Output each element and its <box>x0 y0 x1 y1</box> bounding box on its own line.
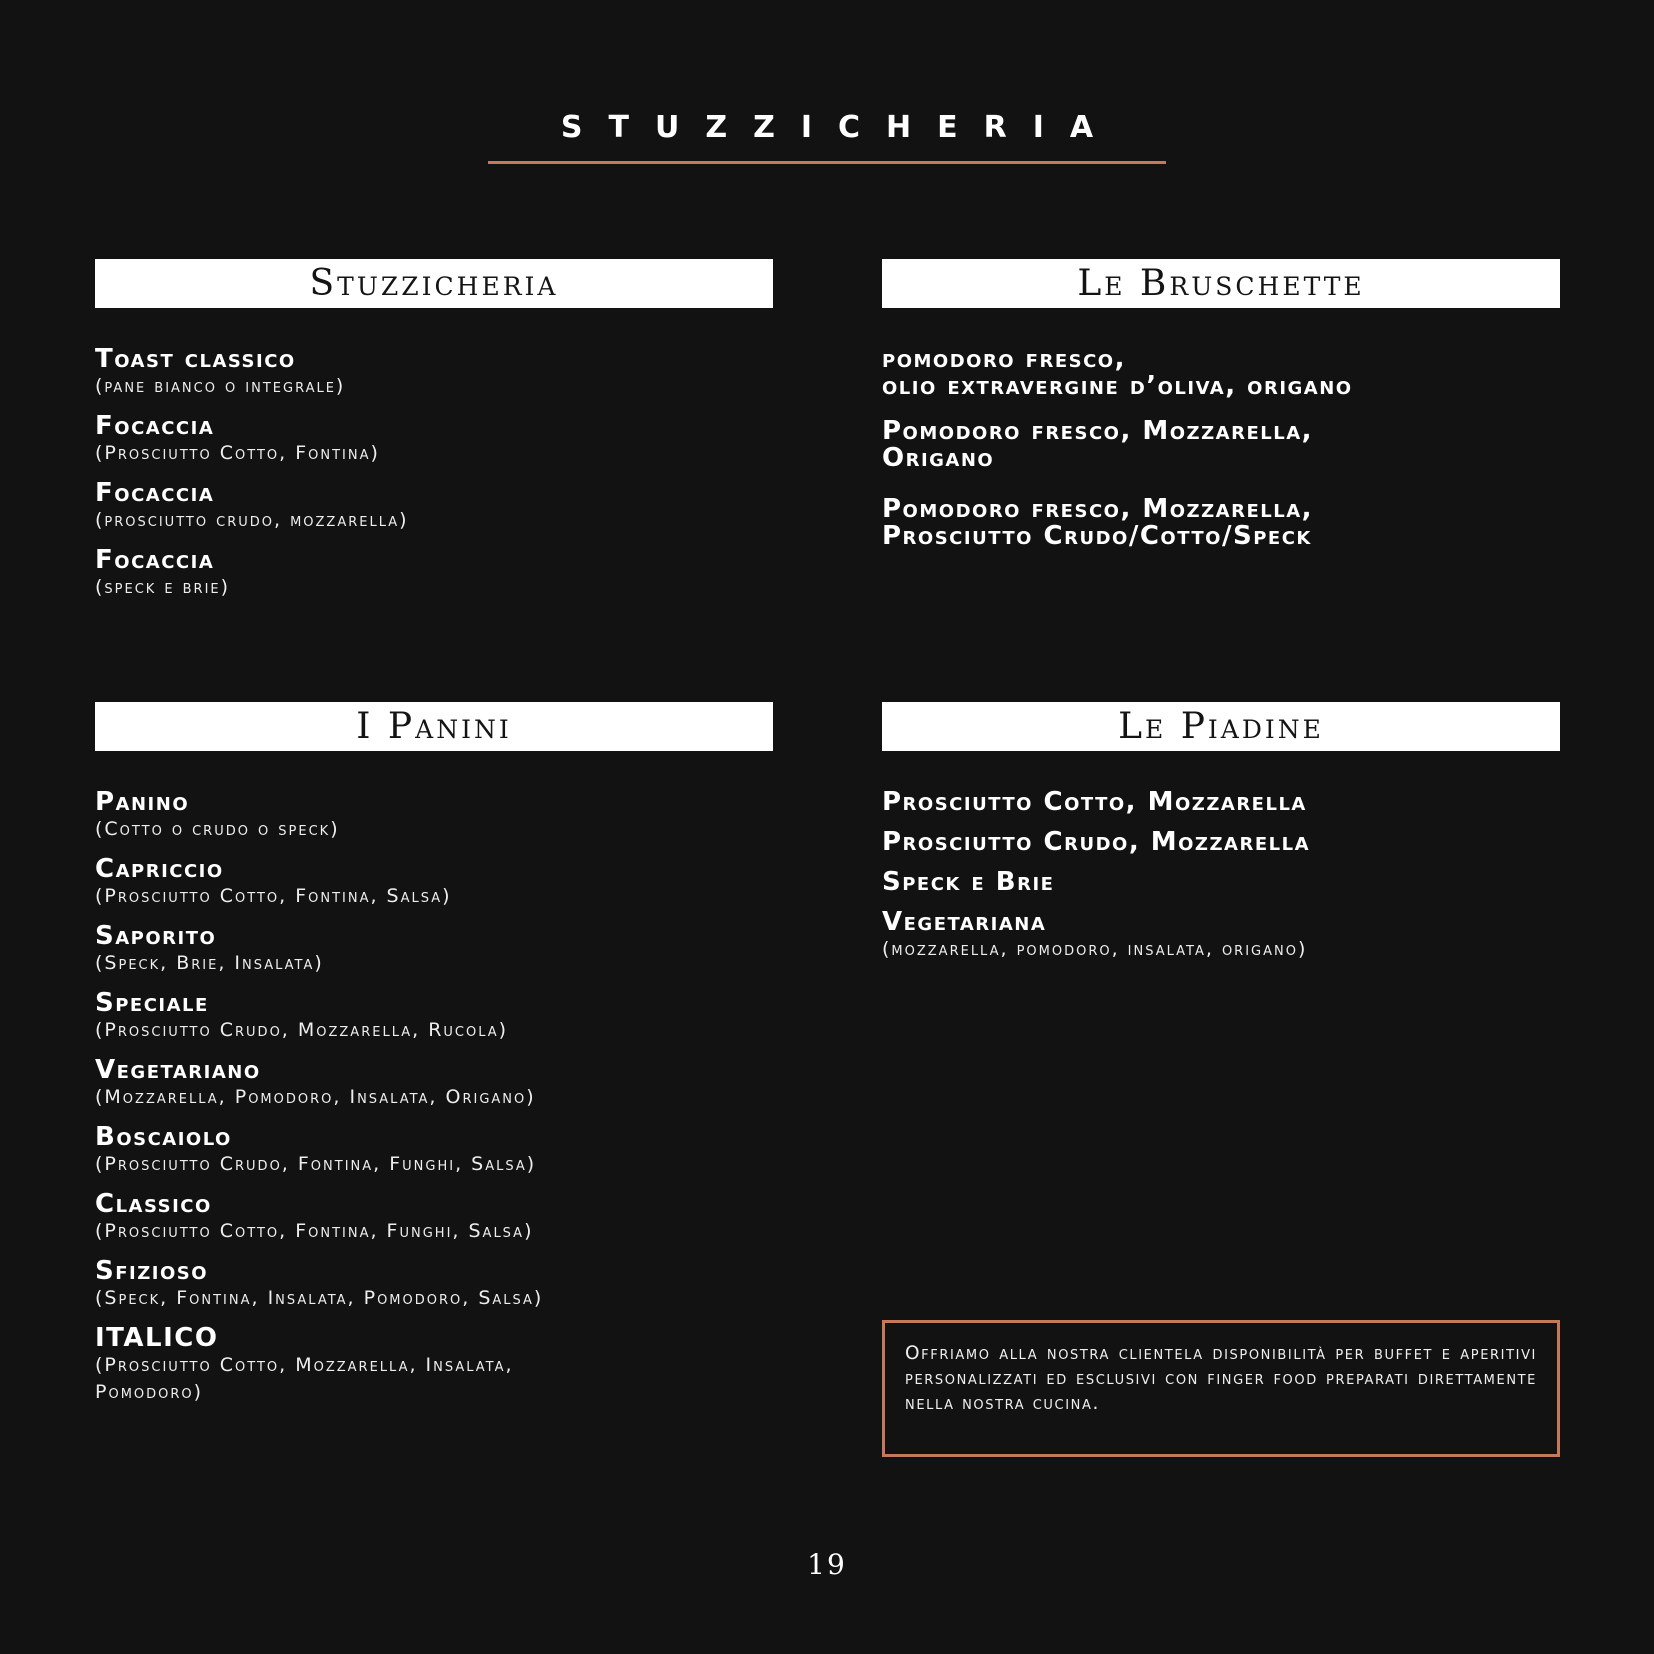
menu-item <box>95 547 773 601</box>
menu-item-name: Capriccio <box>95 854 224 884</box>
menu-item <box>95 346 773 400</box>
menu-item-name: Vegetariano <box>95 1055 261 1085</box>
section-heading: Le Bruschette <box>882 259 1560 308</box>
menu-item <box>95 1057 685 1111</box>
menu-item <box>95 1325 685 1406</box>
title-underline <box>488 161 1166 164</box>
menu-item-name: Boscaiolo <box>95 1122 232 1152</box>
menu-item-description: (mozzarella, pomodoro, insalata, origano) <box>882 938 1308 960</box>
menu-item <box>882 346 1560 400</box>
section-piadine <box>882 702 1560 976</box>
menu-item-description: (pane bianco o integrale) <box>95 375 346 397</box>
menu-item-name: Speck e Brie <box>882 867 1055 897</box>
menu-item <box>95 413 773 467</box>
menu-item <box>882 829 1560 856</box>
menu-item-name: Panino <box>95 787 190 817</box>
menu-item <box>882 496 1560 550</box>
menu-item <box>95 789 685 843</box>
menu-item-name: pomodoro fresco, olio extravergine d’oliva, origano <box>882 344 1353 401</box>
menu-item <box>95 990 685 1044</box>
menu-item <box>882 789 1560 816</box>
section-panini <box>95 702 773 1419</box>
menu-item-name: Pomodoro fresco, Mozzarella, Origano <box>882 416 1313 473</box>
menu-item <box>95 856 685 910</box>
menu-item-description: (prosciutto crudo, mozzarella) <box>95 509 409 531</box>
menu-item-name: Sfizioso <box>95 1256 209 1286</box>
menu-item-name: Toast classico <box>95 344 296 374</box>
menu-item <box>95 1258 685 1312</box>
menu-item-description: (Prosciutto Cotto, Mozzarella, Insalata, Pomodoro) <box>95 1354 514 1403</box>
menu-item-name: Prosciutto Crudo, Mozzarella <box>882 827 1310 857</box>
menu-item <box>882 869 1560 896</box>
menu-item <box>95 923 685 977</box>
menu-item-description: (Cotto o crudo o speck) <box>95 818 340 840</box>
menu-item <box>95 1124 685 1178</box>
menu-item-name: Pomodoro fresco, Mozzarella, Prosciutto Crudo/Cotto/Speck <box>882 494 1313 551</box>
menu-item-description: (Mozzarella, Pomodoro, Insalata, Origano) <box>95 1086 536 1108</box>
menu-item-description: (Prosciutto Cotto, Fontina, Salsa) <box>95 885 452 907</box>
page-title: STUZZICHERIA <box>560 110 1120 145</box>
menu-item-name: Focaccia <box>95 545 215 575</box>
menu-item-name: ITALICO <box>95 1323 219 1353</box>
menu-item-name: Speciale <box>95 988 209 1018</box>
menu-item-name: Saporito <box>95 921 217 951</box>
section-stuzzicheria <box>95 259 773 614</box>
page-number: 19 <box>807 1548 847 1581</box>
menu-item-name: Classico <box>95 1189 212 1219</box>
menu-item-description: (Prosciutto Crudo, Fontina, Funghi, Salsa) <box>95 1153 537 1175</box>
menu-item-description: (Speck, Fontina, Insalata, Pomodoro, Salsa) <box>95 1287 544 1309</box>
menu-item-name: Focaccia <box>95 411 215 441</box>
menu-item-name: Vegetariana <box>882 907 1047 937</box>
section-heading: Le Piadine <box>882 702 1560 751</box>
menu-item-description: (Prosciutto Crudo, Mozzarella, Rucola) <box>95 1019 509 1041</box>
menu-item <box>95 1191 685 1245</box>
menu-item-name: Prosciutto Cotto, Mozzarella <box>882 787 1307 817</box>
menu-item-name: Focaccia <box>95 478 215 508</box>
menu-item <box>882 909 1560 963</box>
menu-item-description: (Prosciutto Cotto, Fontina, Funghi, Salsa) <box>95 1220 534 1242</box>
menu-item-description: (Speck, Brie, Insalata) <box>95 952 324 974</box>
menu-item-description: (Prosciutto Cotto, Fontina) <box>95 442 380 464</box>
section-heading: I Panini <box>95 702 773 751</box>
menu-item-description: (speck e brie) <box>95 576 231 598</box>
menu-item <box>882 418 1560 472</box>
section-bruschette <box>882 259 1560 568</box>
menu-item <box>95 480 773 534</box>
catering-note: Offriamo alla nostra clientela disponibilità per buffet e aperitivi personalizzati ed esclusivi con finger food preparati direttamente nella nostra cucina. <box>882 1320 1560 1457</box>
section-heading: Stuzzicheria <box>95 259 773 308</box>
